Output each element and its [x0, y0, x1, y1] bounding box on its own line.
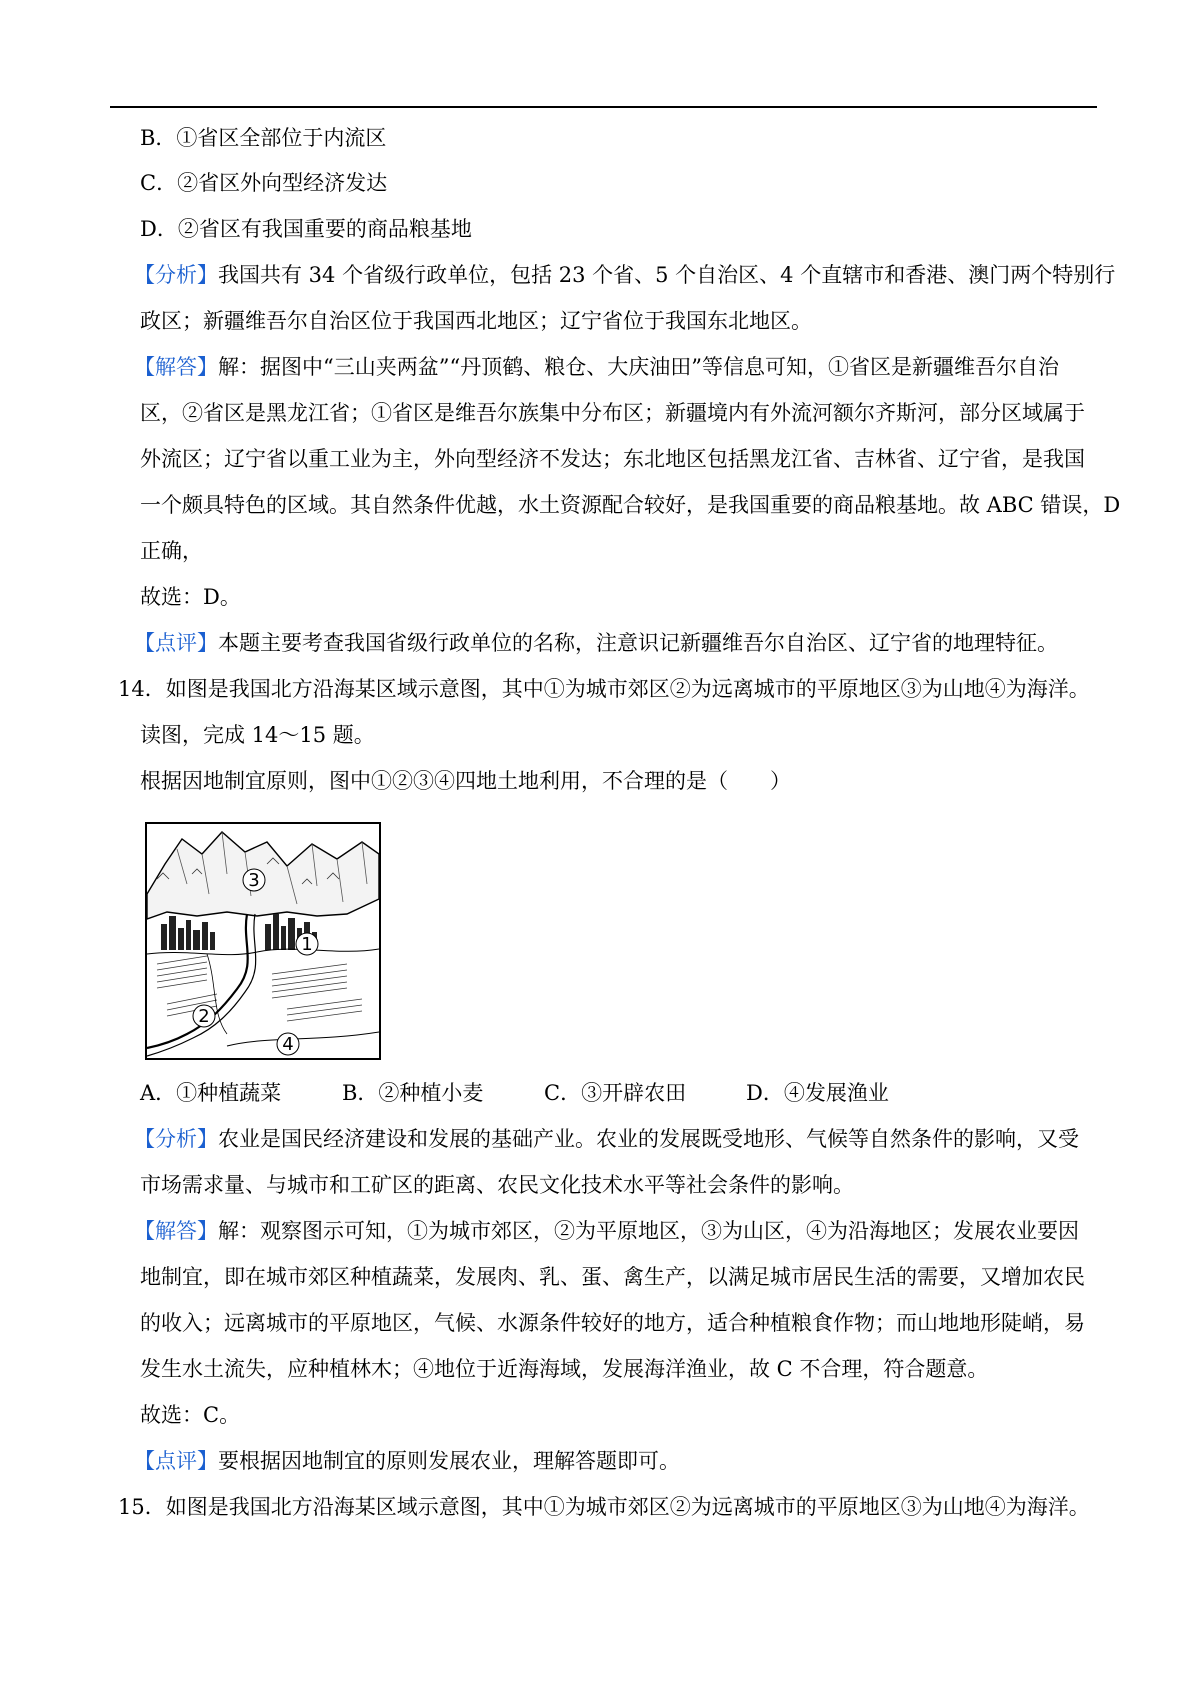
q14-stem-line-2: 读图，完成 14～15 题。: [140, 723, 375, 747]
comment-text: 本题主要考查我国省级行政单位的名称，注意识记新疆维吾尔自治区、辽宁省的地理特征。: [218, 631, 1058, 655]
q14-comment-line: [134, 1446, 1112, 1476]
q13-answer-line-2: 区，②省区是黑龙江省；①省区是维吾尔族集中分布区；新疆境内有外流河额尔齐斯河，部分区域属于: [140, 401, 1085, 425]
q13-option-b: B．①省区全部位于内流区: [140, 126, 387, 150]
q13-answer-line-3: 外流区；辽宁省以重工业为主，外向型经济不发达；东北地区包括黑龙江省、吉林省、辽宁省，是我国: [140, 447, 1085, 471]
answer-text: 解：观察图示可知，①为城市郊区，②为平原地区，③为山区，④为沿海地区；发展农业要因: [218, 1219, 1079, 1243]
q14-answer-line-4: 发生水土流失，应种植林木；④地位于近海海域，发展海洋渔业，故 C 不合理，符合题意。: [140, 1357, 989, 1381]
q13-option-d: D．②省区有我国重要的商品粮基地: [140, 217, 472, 241]
q14-option-c: C．③开辟农田: [544, 1081, 687, 1105]
region-map-illustration: [147, 824, 379, 1058]
q14-question: 根据因地制宜原则，图中①②③④四地土地利用，不合理的是（ ）: [140, 769, 791, 793]
region-map-figure: [145, 822, 381, 1060]
q13-choice: 故选：D。: [140, 585, 241, 609]
map-label-1: 1: [301, 934, 313, 955]
comment-tag: 【点评】: [134, 1449, 218, 1473]
q14-answer-line: [134, 1216, 1112, 1246]
q14-stem-line-1: 14．如图是我国北方沿海某区域示意图，其中①为城市郊区②为远离城市的平原地区③为山地④为海洋。: [118, 677, 1090, 701]
q14-option-d: D．④发展渔业: [746, 1081, 889, 1105]
analysis-tag: 【分析】: [134, 1127, 218, 1151]
comment-tag: 【点评】: [134, 631, 218, 655]
map-label-4: 4: [282, 1034, 294, 1055]
analysis-text: 农业是国民经济建设和发展的基础产业。农业的发展既受地形、气候等自然条件的影响，又受: [218, 1127, 1079, 1151]
q13-analysis-line: [134, 260, 1116, 290]
q15-stem-line-1: 15．如图是我国北方沿海某区域示意图，其中①为城市郊区②为远离城市的平原地区③为山地④为海洋。: [118, 1495, 1090, 1519]
analysis-tag: 【分析】: [134, 263, 218, 287]
q14-option-a: A．①种植蔬菜: [140, 1081, 282, 1105]
q13-analysis-line-2: 政区；新疆维吾尔自治区位于我国西北地区；辽宁省位于我国东北地区。: [140, 309, 812, 333]
q13-answer-line-5: 正确，: [140, 539, 203, 563]
q13-option-c: C．②省区外向型经济发达: [140, 171, 388, 195]
map-label-3: 3: [248, 870, 260, 891]
comment-text: 要根据因地制宜的原则发展农业，理解答题即可。: [218, 1449, 680, 1473]
q14-analysis-line-2: 市场需求量、与城市和工矿区的距离、农民文化技术水平等社会条件的影响。: [140, 1173, 854, 1197]
q13-answer-line-4: 一个颇具特色的区域。其自然条件优越，水土资源配合较好，是我国重要的商品粮基地。故 ABC 错误，D: [140, 493, 1121, 517]
answer-tag: 【解答】: [134, 1219, 218, 1243]
q13-answer-line: [134, 352, 1112, 382]
analysis-text: 我国共有 34 个省级行政单位，包括 23 个省、5 个自治区、4 个直辖市和香港、澳门两个特别行: [218, 263, 1116, 287]
answer-tag: 【解答】: [134, 355, 218, 379]
q14-answer-line-3: 的收入；远离城市的平原地区，气候、水源条件较好的地方，适合种植粮食作物；而山地地形陡峭，易: [140, 1311, 1085, 1335]
q14-analysis-line: [134, 1124, 1112, 1154]
map-label-2: 2: [198, 1006, 210, 1027]
q14-option-b: B．②种植小麦: [342, 1081, 484, 1105]
answer-text: 解：据图中“三山夹两盆”“丹顶鹤、粮仓、大庆油田”等信息可知，①省区是新疆维吾尔自治: [218, 355, 1059, 379]
q14-options: [140, 1078, 948, 1108]
q13-comment-line: [134, 628, 1112, 658]
q14-answer-line-2: 地制宜，即在城市郊区种植蔬菜，发展肉、乳、蛋、禽生产，以满足城市居民生活的需要，又增加农民: [140, 1265, 1085, 1289]
header-rule: [110, 106, 1097, 108]
q14-choice: 故选：C。: [140, 1403, 241, 1427]
